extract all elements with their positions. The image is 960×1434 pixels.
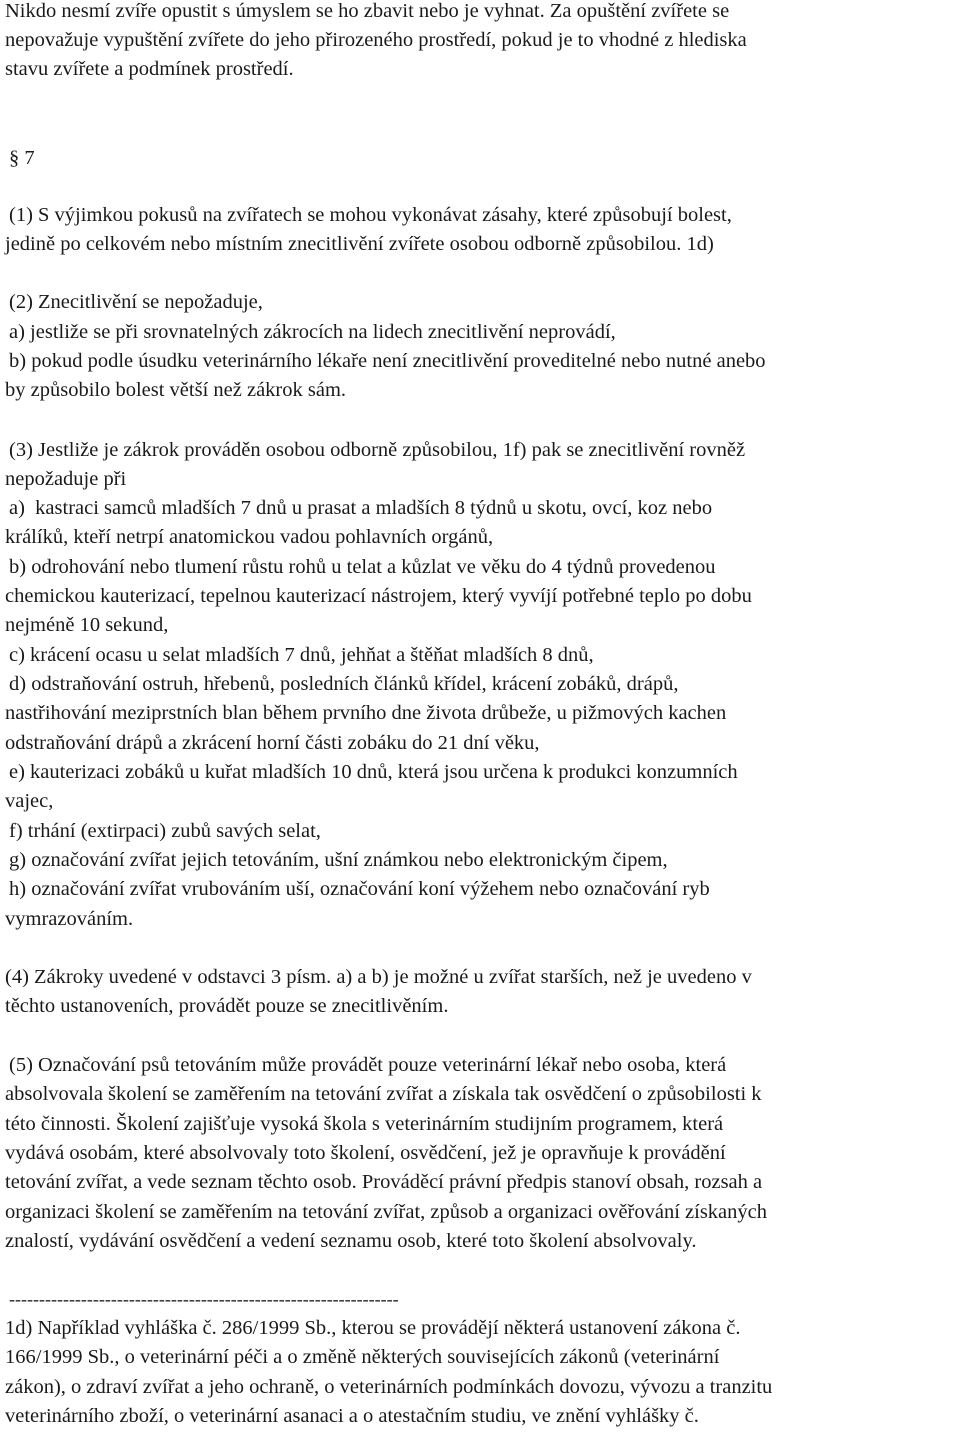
text-line: (4) Zákroky uvedené v odstavci 3 písm. a) a b) je možné u zvířat starších, než je uvedeno v xyxy=(5,966,752,988)
text-line: nejméně 10 sekund, xyxy=(5,614,169,636)
text-line: f) trhání (extirpaci) zubů savých selat, xyxy=(9,820,321,842)
text-line: nastřihování meziprstních blan během prvního dne života drůbeže, u pižmových kachen xyxy=(5,702,727,724)
text-line: organizaci školení se zaměřením na tetování zvířat, způsob a organizaci ověřování získaných xyxy=(5,1201,768,1223)
text-line: (2) Znecitlivění se nepožaduje, xyxy=(9,291,263,313)
text-line: Nikdo nesmí zvíře opustit s úmyslem se ho zbavit nebo je vyhnat. Za opuštění zvířete se xyxy=(5,0,730,22)
text-line: absolvovala školení se zaměřením na tetování zvířat a získala tak osvědčení o způsobilosti k xyxy=(5,1083,762,1105)
text-line: c) krácení ocasu u selat mladších 7 dnů, jehňat a štěňat mladších 8 dnů, xyxy=(9,644,594,666)
text-line: g) označování zvířat jejich tetováním, ušní známkou nebo elektronickým čipem, xyxy=(9,849,668,871)
section-heading: § 7 xyxy=(9,147,35,169)
text-line: znalostí, vydávání osvědčení a vedení seznamu osob, které toto školení absolvovaly. xyxy=(5,1230,697,1252)
text-line: králíků, kteří netrpí anatomickou vadou pohlavních orgánů, xyxy=(5,526,494,548)
text-line: b) pokud podle úsudku veterinárního lékaře není znecitlivění proveditelné nebo nutné anebo xyxy=(9,350,766,372)
text-line: vymrazováním. xyxy=(5,908,134,930)
text-line: této činnosti. Školení zajišťuje vysoká škola s veterinárním studijním programem, která xyxy=(5,1113,724,1135)
text-line: těchto ustanoveních, provádět pouze se znecitlivěním. xyxy=(5,995,449,1017)
text-line: (1) S výjimkou pokusů na zvířatech se mohou vykonávat zásahy, které způsobují bolest, xyxy=(9,204,732,226)
text-line: h) označování zvířat vrubováním uší, označování koní výžehem nebo označování ryb xyxy=(9,878,710,900)
footnote-line: veterinárního zboží, o veterinární asanaci a o atestačním studiu, ve znění vyhlášky č. xyxy=(5,1405,699,1427)
text-line: e) kauterizaci zobáků u kuřat mladších 10 dnů, která jsou určena k produkci konzumních xyxy=(9,761,738,783)
text-line: chemickou kauterizací, tepelnou kauterizací nástrojem, který vyvíjí potřebné teplo po dobu xyxy=(5,585,752,607)
text-line: tetování zvířat, a vede seznam těchto osob. Prováděcí právní předpis stanoví obsah, rozsah a xyxy=(5,1171,763,1193)
text-line: stavu zvířete a podmínek prostředí. xyxy=(5,58,294,80)
text-line: nepovažuje vypuštění zvířete do jeho přirozeného prostředí, pokud je to vhodné z hlediska xyxy=(5,29,747,51)
text-line: nepožaduje při xyxy=(5,468,127,490)
text-line: vajec, xyxy=(5,790,54,812)
text-line: a) jestliže se při srovnatelných zákrocích na lidech znecitlivění neprovádí, xyxy=(9,321,616,343)
text-line: (3) Jestliže je zákrok prováděn osobou odborně způsobilou, 1f) pak se znecitlivění rovněž xyxy=(9,439,746,461)
text-line: a) kastraci samců mladších 7 dnů u prasat a mladších 8 týdnů u skotu, ovcí, koz nebo xyxy=(9,497,713,519)
footnote-line: 1d) Například vyhláška č. 286/1999 Sb., kterou se provádějí některá ustanovení zákona č. xyxy=(5,1317,741,1339)
footnote-line: 166/1999 Sb., o veterinární péči a o změně některých souvisejících zákonů (veterinární xyxy=(5,1346,720,1368)
footnote-line: zákon), o zdraví zvířat a jeho ochraně, o veterinárních podmínkách dovozu, vývozu a tranzitu xyxy=(5,1376,773,1398)
text-line: odstraňování drápů a zkrácení horní části zobáku do 21 dní věku, xyxy=(5,732,540,754)
footnote-separator: ----------------------------------------------------------------- xyxy=(9,1289,399,1309)
text-line: jedině po celkovém nebo místním znecitlivění zvířete osobou odborně způsobilou. 1d) xyxy=(5,233,714,255)
text-line: vydává osobám, které absolvovaly toto školení, osvědčení, jež je opravňuje k provádění xyxy=(5,1142,726,1164)
text-line: d) odstraňování ostruh, hřebenů, posledních článků křídel, krácení zobáků, drápů, xyxy=(9,673,679,695)
text-line: by způsobilo bolest větší než zákrok sám. xyxy=(5,379,347,401)
text-line: b) odrohování nebo tlumení růstu rohů u telat a kůzlat ve věku do 4 týdnů provedenou xyxy=(9,556,716,578)
text-line: (5) Označování psů tetováním může provádět pouze veterinární lékař nebo osoba, která xyxy=(9,1054,727,1076)
